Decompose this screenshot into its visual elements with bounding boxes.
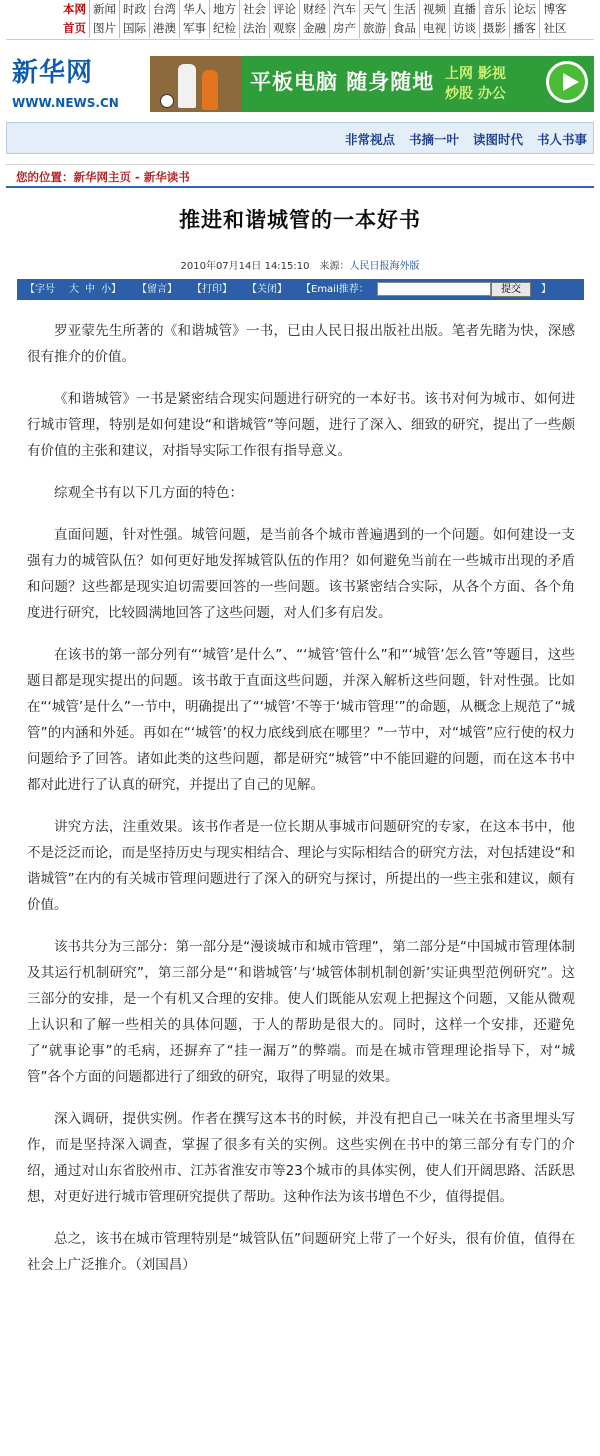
section-subnav: [6, 122, 594, 154]
article-paragraph: 该书共分为三部分：第一部分是“漫谈城市和城市管理”，第二部分是“中国城市管理体制及其运行机制研究”，第三部分是“‘和谐城管’与‘城管体制机制创新’实证典型范例研究”。这三部分的安排，是一个有机又合理的安排。使人们既能从宏观上把握这个问题，又能从微观上认识和了解一些相关的具体问题，于人的帮助是很大的。同时，这样一个安排，还避免了“就事论事”的毛病，还摒弃了“挂一漏万”的弊端。而是在城市管理理论指导下，对“城管”各个方面的问题都进行了细致的研究，取得了明显的效果。: [27, 939, 575, 1085]
channel-link[interactable]: 金融: [300, 19, 330, 38]
channel-link[interactable]: 播客: [510, 19, 540, 38]
article-paragraph: 综观全书有以下几方面的特色：: [54, 485, 243, 501]
channel-link[interactable]: 房产: [330, 19, 360, 38]
article-paragraph: 直面问题，针对性强。城管问题，是当前各个城市普遍遇到的一个问题。如何建设一支强有力的城管队伍？如何更好地发挥城管队伍的作用？如何避免当前在一些城市出现的矛盾和问题？这些都是现实迫切需要回答的一些问题。该书紧密结合实际，从各个方面、各个角度进行研究，比较圆满地回答了这些问题，对人们多有启发。: [27, 527, 575, 621]
site-logo[interactable]: [12, 56, 142, 116]
breadcrumb-separator: -: [131, 170, 144, 184]
font-size-small[interactable]: 小】: [101, 284, 121, 295]
channel-link[interactable]: 电视: [420, 19, 450, 38]
channel-link[interactable]: 旅游: [360, 19, 390, 38]
top-divider: [6, 39, 594, 40]
play-icon[interactable]: [546, 61, 588, 103]
channel-link[interactable]: 访谈: [450, 19, 480, 38]
close-link[interactable]: 【关闭】: [247, 284, 287, 295]
banner-photo: [150, 56, 242, 112]
player-figure: [178, 64, 196, 108]
channel-link[interactable]: 台湾: [150, 0, 180, 19]
channel-link[interactable]: 国际: [120, 19, 150, 38]
article-paragraph: 在该书的第一部分列有“‘城管’是什么”、“‘城管’管什么”和“‘城管’怎么管”等题目，这些题目都是现实提出的问题。该书敢于直面这些问题，并深入解析这些问题，针对性强。比如在“‘城管’是什么”一节中，明确提出了“‘城管’不等于‘城市管理’”的命题，从概念上规范了“城管”的内涵和外延。再如在“‘城管’的权力底线到底在哪里？”一节中，对“城管”应行使的权力问题给予了回答。诸如此类的这些问题，都是研究“城管”中不能回避的问题，而在这本书中都对此进行了认真的研究，并提出了自己的见解。: [27, 647, 575, 793]
article-paragraph: 《和谐城管》一书是紧密结合现实问题进行研究的一本好书。该书对何为城市、如何进行城市管理，特别是如何建设“和谐城管”等问题，进行了深入、细致的研究，提出了一些颇有价值的主张和建议，对指导实际工作很有指导意义。: [27, 391, 575, 459]
channel-link[interactable]: 港澳: [150, 19, 180, 38]
article-paragraph: 总之，该书在城市管理特别是“城管队伍”问题研究上带了一个好头，很有价值，值得在社会上广泛推介。（刘国昌）: [27, 1231, 575, 1273]
toolbar-end-bracket: 】: [541, 284, 551, 295]
article-paragraph: 罗亚蒙先生所著的《和谐城管》一书，已由人民日报出版社出版。笔者先睹为快，深感很有推介的价值。: [27, 323, 575, 365]
article-title: 推进和谐城管的一本好书: [179, 207, 421, 232]
channel-link[interactable]: 摄影: [480, 19, 510, 38]
channel-link[interactable]: 汽车: [330, 0, 360, 19]
channel-link[interactable]: 军事: [180, 19, 210, 38]
channel-link[interactable]: 观察: [270, 19, 300, 38]
print-link[interactable]: 【打印】: [192, 284, 232, 295]
logo-url: WWW.NEWS.CN: [12, 96, 119, 110]
channel-row-2: [60, 19, 600, 38]
channel-link[interactable]: 财经: [300, 0, 330, 19]
channel-link[interactable]: 图片: [90, 19, 120, 38]
banner-tagline: [445, 64, 506, 104]
channel-link[interactable]: 生活: [390, 0, 420, 19]
channel-link[interactable]: 视频: [420, 0, 450, 19]
article-meta: [0, 257, 600, 272]
channel-link[interactable]: 音乐: [480, 0, 510, 19]
channel-link[interactable]: 时政: [120, 0, 150, 19]
source-link[interactable]: 人民日报海外版: [349, 261, 420, 272]
breadcrumb: [6, 164, 594, 188]
article-paragraph: 深入调研，提供实例。作者在撰写这本书的时候，并没有把自己一味关在书斋里埋头写作，而是坚持深入调查，掌握了很多有关的实例。这些实例在书中的第三部分有专门的介绍，通过对山东省胶州市、江苏省淮安市等23个城市的具体实例，使人们开阔思路、活跃思想，对更好进行城市管理研究提供了帮助。这种作法为该书增色不少，值得提倡。: [27, 1111, 575, 1205]
submit-button[interactable]: 提交: [491, 282, 531, 297]
channel-link[interactable]: 博客: [543, 2, 567, 16]
soccer-ball-icon: [160, 94, 174, 108]
channel-row-1: [60, 0, 600, 19]
banner-tagline-1: 上网 影视: [445, 66, 506, 82]
logo-text: 新华网: [12, 58, 94, 88]
channel-link[interactable]: 食品: [390, 19, 420, 38]
channel-link[interactable]: 地方: [210, 0, 240, 19]
channel-link[interactable]: 评论: [270, 0, 300, 19]
subnav-links: [345, 130, 587, 148]
breadcrumb-label: 您的位置：: [16, 170, 74, 184]
channel-link[interactable]: 直播: [450, 0, 480, 19]
ad-banner[interactable]: [150, 56, 594, 112]
channel-link[interactable]: 法治: [240, 19, 270, 38]
channel-link[interactable]: 社会: [240, 0, 270, 19]
banner-tagline-2: 炒股 办公: [445, 86, 506, 102]
channel-link[interactable]: 社区: [543, 21, 567, 35]
article-paragraph: 讲究方法，注重效果。该书作者是一位长期从事城市问题研究的专家，在这本书中，他不是泛泛而论，而是坚持历史与现实相结合、理论与实际相结合的研究方法，对包括建设“和谐城管”在内的有关城市管理问题进行了深入的研究与探讨，所提出的一些主张和建议，颇有价值。: [27, 819, 575, 913]
subnav-link[interactable]: 非常视点: [344, 132, 395, 147]
article-datetime: 2010年07月14日 14:15:10: [180, 261, 310, 272]
channel-link[interactable]: 首页: [60, 19, 90, 38]
channel-link[interactable]: 本网: [60, 0, 90, 19]
channel-link[interactable]: 新闻: [90, 0, 120, 19]
channel-link[interactable]: 纪检: [210, 19, 240, 38]
email-input[interactable]: [377, 282, 491, 296]
site-header: [6, 46, 594, 122]
subnav-link[interactable]: 书摘一叶: [408, 132, 459, 147]
email-label: 【Email推荐：: [301, 284, 369, 295]
banner-headline: 平板电脑 随身随地: [250, 70, 435, 94]
player-figure: [202, 70, 218, 110]
breadcrumb-home-link[interactable]: 新华网主页: [73, 170, 131, 184]
channel-link[interactable]: 天气: [360, 0, 390, 19]
channel-link[interactable]: 华人: [180, 0, 210, 19]
source-label: 来源：: [319, 261, 350, 272]
subnav-link[interactable]: 书人书事: [536, 132, 587, 147]
font-size-big[interactable]: 大: [69, 284, 79, 295]
subnav-link[interactable]: 读图时代: [472, 132, 523, 147]
comment-link[interactable]: 【留言】: [137, 284, 177, 295]
breadcrumb-section-link[interactable]: 新华读书: [143, 170, 190, 184]
channel-link[interactable]: 论坛: [510, 0, 540, 19]
font-size-mid[interactable]: 中: [85, 284, 95, 295]
top-channel-nav: [60, 0, 600, 40]
article-toolbar: [17, 279, 584, 300]
article-body: [27, 318, 575, 1294]
font-size-label: 【字号: [25, 284, 55, 295]
